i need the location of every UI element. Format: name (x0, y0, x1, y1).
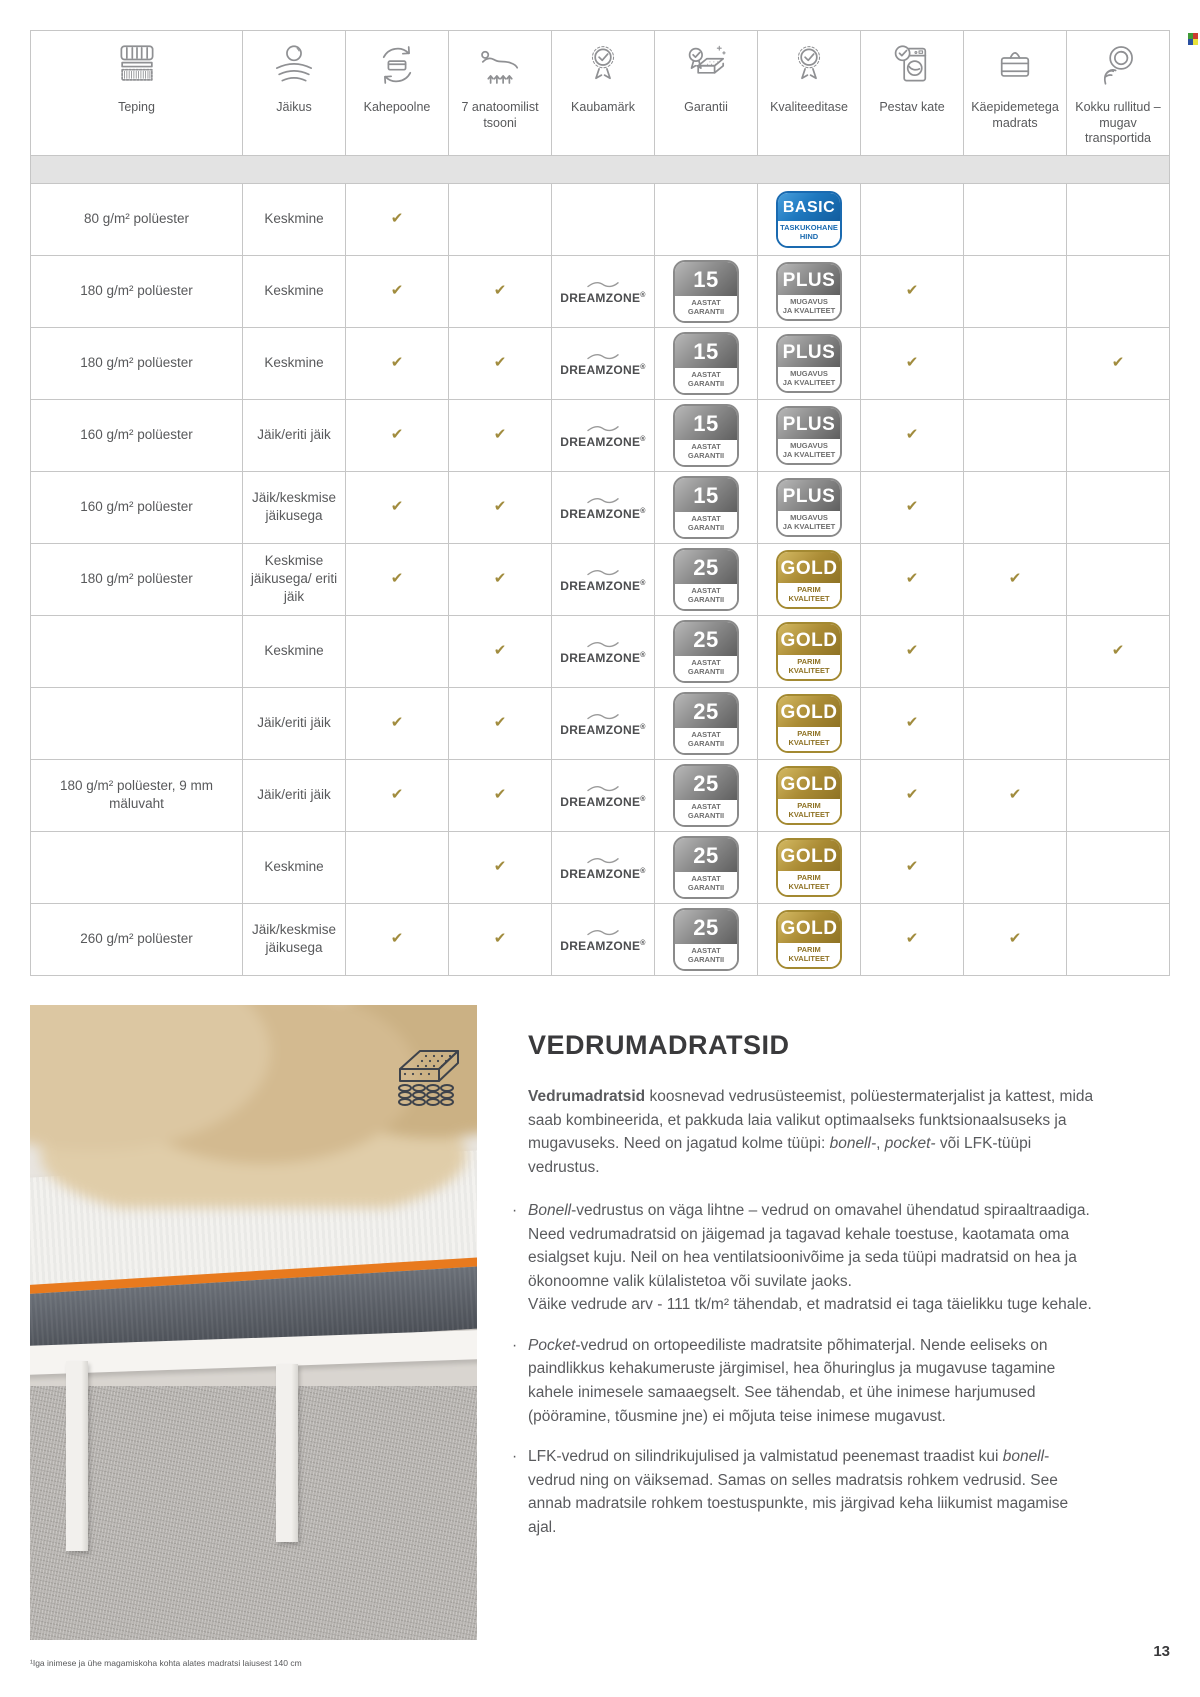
check-icon: ✔ (905, 282, 919, 300)
column-label: Käepidemetega madrats (971, 100, 1059, 130)
badge-subtitle: PARIM KVALITEET (778, 655, 840, 680)
dreamzone-logo: DREAMZONE® (560, 569, 646, 594)
column-label: Kokku rullitud – mugav transportida (1075, 100, 1161, 146)
column-header (655, 31, 758, 156)
check-cell (861, 831, 964, 903)
check-icon: ✔ (905, 930, 919, 948)
column-label: Kahepoolne (363, 100, 431, 114)
badge-gold (776, 622, 842, 682)
warranty-icon (681, 37, 731, 93)
empty-cell (964, 255, 1067, 327)
check-icon: ✔ (390, 498, 404, 516)
check-icon: ✔ (905, 426, 919, 444)
badge-subtitle: AASTAT GARANTII (675, 368, 737, 393)
bullet-bonell: · Bonell-vedrustus on väga lihtne – vedrud on omavahel ühendatud spiraaltraadiga. Need vedrumadratsid on jäigemad ja tagavad kehale toestuse, kaotamata oma esialgset kuju. Neil on hea ventilatsioonivõime ja seda tüüpi madratsid on hea ja ökonoomne valik külalistetoa või suvilate jaoks. Väike vedrude arv - 111 tk/m² tähendab, et madratsid ei taga täielikku tuge kehale. (512, 1199, 1094, 1317)
badge-title: 25 (675, 910, 737, 944)
check-cell (346, 759, 449, 831)
bullet-marker: · (512, 1448, 518, 1466)
teping-cell: 180 g/m² polüester (31, 327, 243, 399)
warranty-cell (655, 615, 758, 687)
badge-subtitle: TASKUKOHANE HIND (778, 221, 840, 246)
column-label: Garantii (684, 100, 728, 114)
check-icon: ✔ (493, 786, 507, 804)
column-header (449, 31, 552, 156)
bullet-lfk: · LFK-vedrud on silindrikujulised ja valmistatud peenemast traadist kui bonell-vedrud ning on väiksemad. Samas on selles madratsis rohkem vedrusid. See annab madratsile rohkem toestuspunkte, mis järgivad keha liikumist magamise ajal. (512, 1445, 1094, 1539)
check-cell (861, 759, 964, 831)
quality-cell (758, 255, 861, 327)
check-cell (346, 903, 449, 975)
teping-cell (31, 831, 243, 903)
badge-gold (776, 550, 842, 610)
badge-title: 15 (675, 478, 737, 512)
check-icon: ✔ (1111, 642, 1125, 660)
check-cell (861, 687, 964, 759)
check-icon: ✔ (390, 426, 404, 444)
badge-subtitle: AASTAT GARANTII (675, 512, 737, 537)
quality-cell (758, 687, 861, 759)
page-number: 13 (1153, 1643, 1170, 1660)
badge-title: PLUS (778, 408, 840, 439)
handles-icon (990, 37, 1040, 93)
bullet-list (512, 1199, 1094, 1539)
mark-yellow (1193, 39, 1198, 45)
badge-25 (673, 836, 739, 899)
check-cell (449, 471, 552, 543)
quality-cell (758, 759, 861, 831)
badge-title: 25 (675, 766, 737, 800)
badge-plus (776, 262, 842, 322)
brand-cell (552, 255, 655, 327)
print-registration-mark (1188, 33, 1198, 45)
teping-cell (31, 615, 243, 687)
check-icon: ✔ (390, 930, 404, 948)
check-icon: ✔ (390, 210, 404, 228)
badge-25 (673, 548, 739, 611)
badge-subtitle: PARIM KVALITEET (778, 943, 840, 968)
empty-cell (1067, 903, 1170, 975)
table-row (31, 255, 1170, 327)
check-cell (861, 903, 964, 975)
column-label: Jäikus (276, 100, 312, 114)
teping-cell: 160 g/m² polüester (31, 399, 243, 471)
column-header (964, 31, 1067, 156)
check-cell (449, 615, 552, 687)
check-icon: ✔ (390, 282, 404, 300)
dreamzone-logo: DREAMZONE® (560, 497, 646, 522)
empty-cell (964, 183, 1067, 255)
badge-subtitle: PARIM KVALITEET (778, 727, 840, 752)
badge-25 (673, 764, 739, 827)
quality-cell (758, 471, 861, 543)
empty-cell (1067, 183, 1170, 255)
check-cell (449, 255, 552, 327)
check-cell (449, 399, 552, 471)
firmness-cell: Keskmine (243, 255, 346, 327)
quality-level-icon (784, 37, 834, 93)
badge-subtitle: MUGAVUS JA KVALITEET (778, 439, 840, 464)
spring-mattress-icon (393, 1040, 465, 1121)
badge-title: 25 (675, 622, 737, 656)
empty-cell (1067, 759, 1170, 831)
spring-mattress-article (512, 1030, 1094, 1556)
check-icon: ✔ (390, 570, 404, 588)
check-icon: ✔ (905, 570, 919, 588)
check-cell (449, 903, 552, 975)
table-row (31, 399, 1170, 471)
quality-cell (758, 543, 861, 615)
teping-cell: 180 g/m² polüester (31, 255, 243, 327)
quality-cell (758, 327, 861, 399)
check-icon: ✔ (1008, 570, 1022, 588)
teping-cell: 180 g/m² polüester (31, 543, 243, 615)
check-cell (449, 831, 552, 903)
check-icon: ✔ (493, 354, 507, 372)
badge-title: 15 (675, 334, 737, 368)
badge-subtitle: AASTAT GARANTII (675, 800, 737, 825)
badge-plus (776, 334, 842, 394)
quality-cell (758, 399, 861, 471)
column-label: Kaubamärk (571, 100, 635, 114)
badge-subtitle: AASTAT GARANTII (675, 944, 737, 969)
mattress-topper-icon (112, 37, 162, 93)
brand-cell (552, 615, 655, 687)
check-cell (346, 399, 449, 471)
quality-cell (758, 831, 861, 903)
check-cell (1067, 327, 1170, 399)
check-cell (346, 327, 449, 399)
badge-25 (673, 620, 739, 683)
column-label: Teping (118, 100, 155, 114)
firmness-cell: Keskmise jäikusega/ eriti jäik (243, 543, 346, 615)
table-row (31, 831, 1170, 903)
brand-cell (552, 327, 655, 399)
check-icon: ✔ (493, 498, 507, 516)
badge-subtitle: AASTAT GARANTII (675, 872, 737, 897)
table-row (31, 687, 1170, 759)
table-row (31, 543, 1170, 615)
empty-cell (1067, 543, 1170, 615)
table-row (31, 183, 1170, 255)
badge-title: GOLD (778, 912, 840, 943)
firmness-cell: Jäik/eriti jäik (243, 399, 346, 471)
check-cell (861, 255, 964, 327)
badge-title: PLUS (778, 264, 840, 295)
bedroom-photo (30, 1005, 477, 1640)
empty-cell (449, 183, 552, 255)
check-cell (861, 615, 964, 687)
bullet-marker: · (512, 1336, 518, 1354)
anatomic-zones-icon (475, 37, 525, 93)
empty-cell (964, 687, 1067, 759)
firmness-icon (269, 37, 319, 93)
empty-cell (1067, 471, 1170, 543)
badge-subtitle: MUGAVUS JA KVALITEET (778, 511, 840, 536)
check-icon: ✔ (493, 282, 507, 300)
column-label: 7 anatoomilist tsooni (461, 100, 539, 130)
brand-icon (578, 37, 628, 93)
check-icon: ✔ (493, 930, 507, 948)
table-row (31, 327, 1170, 399)
badge-plus (776, 478, 842, 538)
column-header (758, 31, 861, 156)
check-icon: ✔ (905, 786, 919, 804)
badge-subtitle: PARIM KVALITEET (778, 871, 840, 896)
double-sided-icon (372, 37, 422, 93)
check-cell (346, 183, 449, 255)
check-icon: ✔ (390, 714, 404, 732)
check-cell (861, 327, 964, 399)
column-header (1067, 31, 1170, 156)
teping-cell: 260 g/m² polüester (31, 903, 243, 975)
check-cell (449, 543, 552, 615)
badge-title: 25 (675, 694, 737, 728)
badge-subtitle: AASTAT GARANTII (675, 656, 737, 681)
check-icon: ✔ (390, 786, 404, 804)
empty-cell (655, 183, 758, 255)
badge-title: PLUS (778, 336, 840, 367)
empty-cell (1067, 831, 1170, 903)
bullet-pocket: · Pocket-vedrud on ortopeediliste madratsite põhimaterjal. Nende eeliseks on paindlikkus kehakumeruste järgimisel, hea õhuringlus ja mugavuse tagamine kahele inimesele samaaegselt. See tähendab, et ühe inimese harjumused (pööramine, tõusmine jne) ei mõjuta teise inimese mugavust. (512, 1334, 1094, 1428)
badge-25 (673, 908, 739, 971)
badge-15 (673, 404, 739, 467)
empty-cell (861, 183, 964, 255)
column-label: Kvaliteeditase (770, 100, 848, 114)
bed-frame-leg (66, 1361, 88, 1552)
firmness-cell: Keskmine (243, 183, 346, 255)
warranty-cell (655, 327, 758, 399)
empty-cell (552, 183, 655, 255)
empty-cell (1067, 255, 1170, 327)
check-cell (346, 255, 449, 327)
column-header (552, 31, 655, 156)
badge-title: GOLD (778, 840, 840, 871)
teping-cell: 180 g/m² polüester, 9 mm mäluvaht (31, 759, 243, 831)
check-cell (346, 687, 449, 759)
bullet-marker: · (512, 1202, 518, 1220)
check-icon: ✔ (1008, 786, 1022, 804)
section-title: VEDRUMADRATSID (528, 1030, 790, 1060)
firmness-cell: Jäik/eriti jäik (243, 687, 346, 759)
column-header (861, 31, 964, 156)
warranty-cell (655, 831, 758, 903)
brand-cell (552, 399, 655, 471)
badge-title: GOLD (778, 768, 840, 799)
check-icon: ✔ (493, 426, 507, 444)
check-cell (449, 327, 552, 399)
teping-cell: 80 g/m² polüester (31, 183, 243, 255)
brand-cell (552, 903, 655, 975)
check-cell (964, 543, 1067, 615)
table-header-row (31, 31, 1170, 156)
badge-subtitle: MUGAVUS JA KVALITEET (778, 295, 840, 320)
badge-15 (673, 332, 739, 395)
column-header (346, 31, 449, 156)
check-icon: ✔ (493, 570, 507, 588)
check-cell (964, 759, 1067, 831)
mattress-comparison-table (30, 30, 1170, 976)
washable-cover-icon (887, 37, 937, 93)
badge-title: 25 (675, 838, 737, 872)
empty-cell (964, 831, 1067, 903)
quality-cell (758, 903, 861, 975)
badge-15 (673, 260, 739, 323)
warranty-cell (655, 255, 758, 327)
check-icon: ✔ (905, 354, 919, 372)
check-icon: ✔ (905, 714, 919, 732)
badge-title: GOLD (778, 696, 840, 727)
firmness-cell: Keskmine (243, 615, 346, 687)
badge-title: 15 (675, 262, 737, 296)
check-icon: ✔ (1008, 930, 1022, 948)
intro-paragraph: Vedrumadratsid koosnevad vedrusüsteemist, polüestermaterjalist ja kattest, mida saab kombineerida, et pakkuda laia valikut optimaalseks funktsionaalsuseks ja mugavuseks. Need on jagatud kolme tüüpi: bonell-, pocket- või LFK-tüüpi vedrustus. (528, 1088, 1094, 1176)
firmness-cell: Jäik/eriti jäik (243, 759, 346, 831)
brand-cell (552, 759, 655, 831)
check-icon: ✔ (905, 858, 919, 876)
dreamzone-logo: DREAMZONE® (560, 929, 646, 954)
table-row (31, 615, 1170, 687)
empty-cell (346, 615, 449, 687)
dreamzone-logo: DREAMZONE® (560, 281, 646, 306)
badge-subtitle: PARIM KVALITEET (778, 583, 840, 608)
badge-title: 25 (675, 550, 737, 584)
badge-subtitle: AASTAT GARANTII (675, 440, 737, 465)
badge-subtitle: AASTAT GARANTII (675, 584, 737, 609)
badge-plus (776, 406, 842, 466)
dreamzone-logo: DREAMZONE® (560, 857, 646, 882)
warranty-cell (655, 543, 758, 615)
badge-gold (776, 766, 842, 826)
badge-15 (673, 476, 739, 539)
dreamzone-logo: DREAMZONE® (560, 353, 646, 378)
firmness-cell: Keskmine (243, 327, 346, 399)
badge-gold (776, 838, 842, 898)
check-icon: ✔ (390, 354, 404, 372)
badge-title: PLUS (778, 480, 840, 511)
brand-cell (552, 543, 655, 615)
badge-subtitle: AASTAT GARANTII (675, 728, 737, 753)
empty-cell (964, 471, 1067, 543)
check-icon: ✔ (905, 642, 919, 660)
empty-cell (1067, 687, 1170, 759)
check-icon: ✔ (905, 498, 919, 516)
badge-gold (776, 910, 842, 970)
brand-cell (552, 831, 655, 903)
table-row (31, 759, 1170, 831)
check-cell (964, 903, 1067, 975)
empty-cell (346, 831, 449, 903)
dreamzone-logo: DREAMZONE® (560, 425, 646, 450)
column-header (243, 31, 346, 156)
check-cell (1067, 615, 1170, 687)
table-row (31, 471, 1170, 543)
check-cell (346, 471, 449, 543)
warranty-cell (655, 903, 758, 975)
warranty-cell (655, 399, 758, 471)
check-icon: ✔ (493, 858, 507, 876)
badge-25 (673, 692, 739, 755)
footnote: ¹Iga inimese ja ühe magamiskoha kohta alates madratsi laiusest 140 cm (30, 1658, 302, 1668)
warranty-cell (655, 687, 758, 759)
badge-subtitle: PARIM KVALITEET (778, 799, 840, 824)
table-section-band (31, 155, 1170, 183)
dreamzone-logo: DREAMZONE® (560, 713, 646, 738)
badge-subtitle: MUGAVUS JA KVALITEET (778, 367, 840, 392)
badge-title: GOLD (778, 624, 840, 655)
check-icon: ✔ (493, 642, 507, 660)
table-row (31, 903, 1170, 975)
column-header (31, 31, 243, 156)
badge-basic (776, 191, 842, 248)
check-cell (861, 543, 964, 615)
roll-packed-icon (1093, 37, 1143, 93)
empty-cell (1067, 399, 1170, 471)
brand-cell (552, 471, 655, 543)
check-cell (449, 759, 552, 831)
teping-cell (31, 687, 243, 759)
bed-frame-leg (276, 1364, 298, 1542)
badge-title: BASIC (778, 193, 840, 221)
check-icon: ✔ (493, 714, 507, 732)
badge-gold (776, 694, 842, 754)
dreamzone-logo: DREAMZONE® (560, 785, 646, 810)
badge-title: GOLD (778, 552, 840, 583)
column-label: Pestav kate (879, 100, 945, 114)
quality-cell (758, 615, 861, 687)
teping-cell: 160 g/m² polüester (31, 471, 243, 543)
empty-cell (964, 399, 1067, 471)
badge-subtitle: AASTAT GARANTII (675, 296, 737, 321)
check-icon: ✔ (1111, 354, 1125, 372)
quality-cell (758, 183, 861, 255)
badge-title: 15 (675, 406, 737, 440)
check-cell (449, 687, 552, 759)
photo-rug (30, 1386, 477, 1640)
firmness-cell: Keskmine (243, 831, 346, 903)
firmness-cell: Jäik/keskmise jäikusega (243, 471, 346, 543)
warranty-cell (655, 759, 758, 831)
dreamzone-logo: DREAMZONE® (560, 641, 646, 666)
check-cell (346, 543, 449, 615)
empty-cell (964, 327, 1067, 399)
warranty-cell (655, 471, 758, 543)
brand-cell (552, 687, 655, 759)
empty-cell (964, 615, 1067, 687)
firmness-cell: Jäik/keskmise jäikusega (243, 903, 346, 975)
check-cell (861, 471, 964, 543)
check-cell (861, 399, 964, 471)
